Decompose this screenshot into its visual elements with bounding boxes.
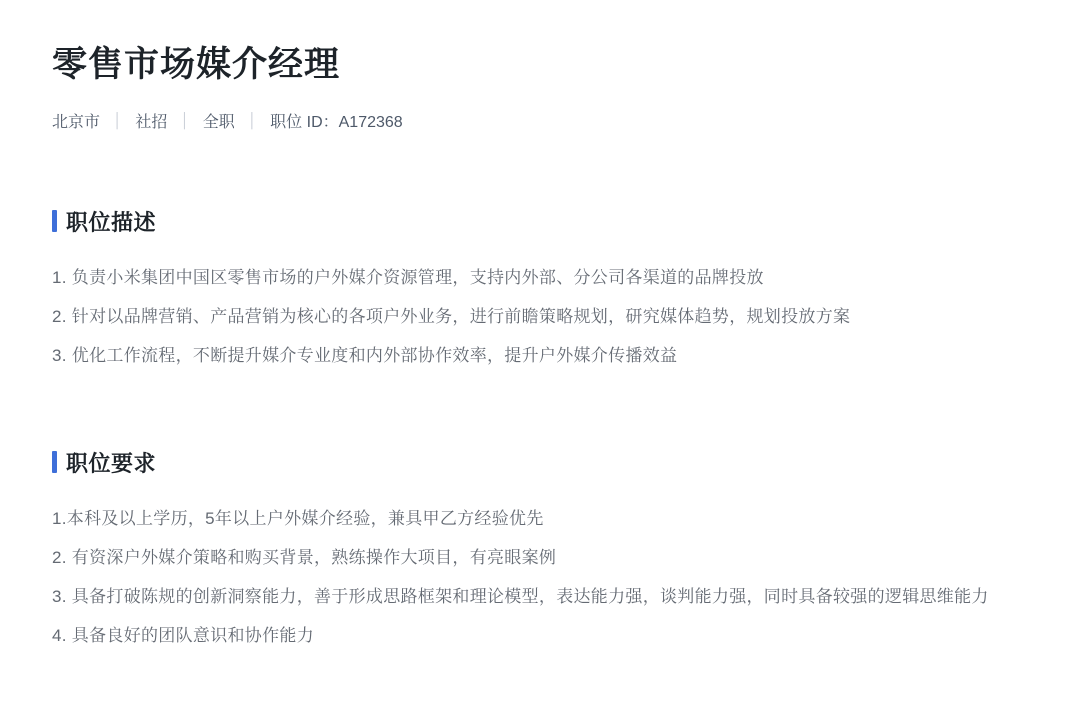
job-recruit-type: 社招 xyxy=(135,113,168,131)
section-heading-label: 职位要求 xyxy=(66,450,157,476)
job-meta-row xyxy=(52,109,1030,132)
job-requirement-item: 1.本科及以上学历，5年以上户外媒介经验，兼具甲乙方经验优先 xyxy=(52,508,544,528)
heading-accent-bar xyxy=(52,451,57,473)
job-description-item: 3. 优化工作流程，不断提升媒介专业度和内外部协作效率，提升户外媒介传播效益 xyxy=(52,345,678,365)
meta-separator: │ xyxy=(247,111,258,129)
section-job-requirements xyxy=(52,447,1030,653)
job-requirement-item: 3. 具备打破陈规的创新洞察能力，善于形成思路框架和理论模型，表达能力强，谈判能力强，同时具备较强的逻辑思维能力 xyxy=(52,586,989,606)
job-requirements-body xyxy=(52,502,1030,653)
meta-separator: │ xyxy=(180,111,190,129)
meta-separator: │ xyxy=(113,111,123,129)
job-location: 北京市 xyxy=(52,113,101,131)
page-title: 零售市场媒介经理 xyxy=(52,45,341,84)
job-description-heading xyxy=(52,206,1030,237)
section-heading-label: 职位描述 xyxy=(66,209,157,235)
section-job-description xyxy=(52,206,1030,373)
job-requirement-item: 4. 具备良好的团队意识和协作能力 xyxy=(52,625,315,645)
job-id: 职位 ID：A172368 xyxy=(270,113,403,131)
job-description-item: 2. 针对以品牌营销、产品营销为核心的各项户外业务，进行前瞻策略规划，研究媒体趋势，规划投放方案 xyxy=(52,306,851,326)
job-description-item: 1. 负责小米集团中国区零售市场的户外媒介资源管理，支持内外部、分公司各渠道的品牌投放 xyxy=(52,267,764,287)
job-requirements-heading xyxy=(52,447,1030,478)
heading-accent-bar xyxy=(52,210,57,232)
job-requirement-item: 2. 有资深户外媒介策略和购买背景，熟练操作大项目，有亮眼案例 xyxy=(52,547,557,567)
job-employment-type: 全职 xyxy=(202,113,235,131)
job-description-body xyxy=(52,261,1030,373)
